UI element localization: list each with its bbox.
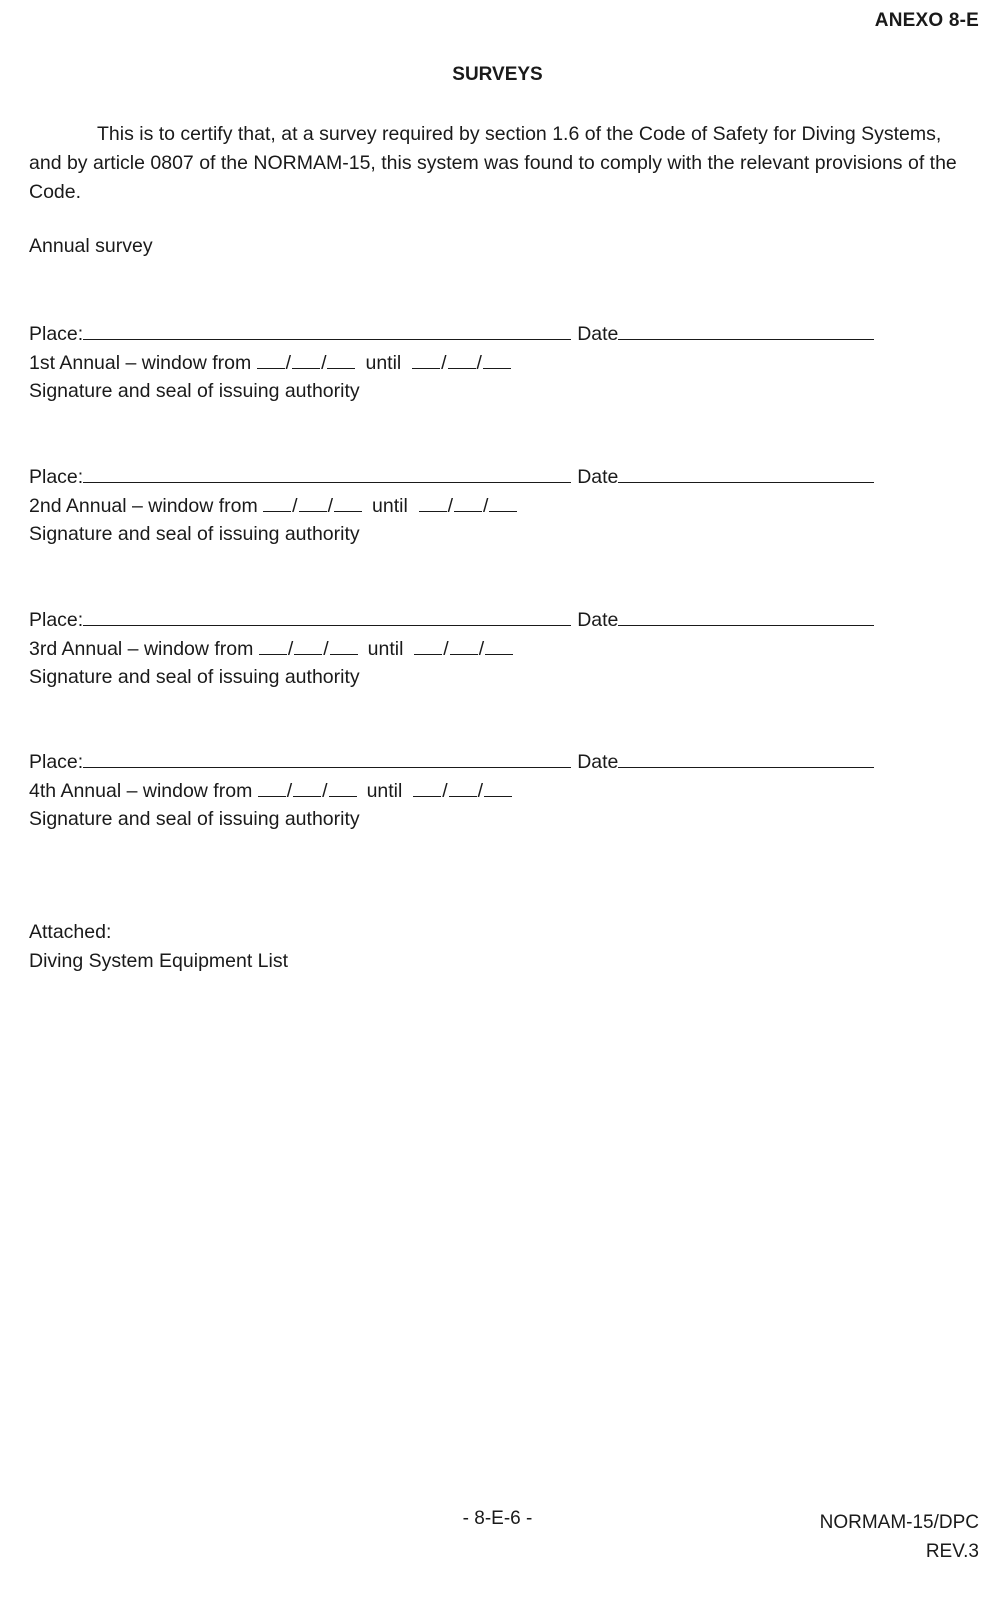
survey-block-2 [29, 462, 909, 549]
from-year-field[interactable] [327, 348, 355, 369]
attached-item: Diving System Equipment List [29, 950, 289, 972]
window-row: 1st Annual – window from / / until / / [29, 348, 909, 377]
window-from-label: window from [143, 638, 254, 660]
from-month-field[interactable] [292, 348, 320, 369]
until-month-field[interactable] [454, 491, 482, 512]
until-label: until [365, 352, 402, 374]
annual-survey-heading: Annual survey [29, 235, 153, 257]
until-label: until [366, 780, 403, 802]
date-field[interactable] [618, 319, 874, 340]
window-from-label: window from [148, 495, 258, 517]
attachments-section [29, 918, 288, 976]
page-title: SURVEYS [452, 64, 543, 85]
date-field[interactable] [618, 462, 874, 483]
date-field[interactable] [618, 747, 874, 768]
from-month-field[interactable] [293, 776, 321, 797]
until-year-field[interactable] [484, 776, 512, 797]
place-date-row [29, 747, 909, 776]
until-year-field[interactable] [485, 634, 513, 655]
date-field[interactable] [618, 605, 874, 626]
from-year-field[interactable] [329, 776, 357, 797]
place-label: Place: [29, 609, 84, 631]
until-day-field[interactable] [412, 348, 440, 369]
from-day-field[interactable] [263, 491, 291, 512]
page-number: - 8-E-6 - [462, 1508, 533, 1529]
date-label: Date [577, 466, 619, 488]
survey-ordinal: 1st Annual – [29, 352, 137, 374]
from-day-field[interactable] [258, 776, 286, 797]
until-year-field[interactable] [489, 491, 517, 512]
survey-ordinal: 3rd Annual – [29, 638, 139, 660]
window-row: 4th Annual – window from / / until / / [29, 776, 909, 805]
from-month-field[interactable] [294, 634, 322, 655]
document-reference [820, 1508, 979, 1566]
until-day-field[interactable] [413, 776, 441, 797]
window-row: 3rd Annual – window from / / until / / [29, 634, 909, 663]
window-from-label: window from [142, 780, 253, 802]
annex-label: ANEXO 8-E [874, 10, 979, 31]
until-month-field[interactable] [449, 776, 477, 797]
until-month-field[interactable] [450, 634, 478, 655]
document-code: NORMAM-15/DPC [819, 1512, 979, 1533]
date-label: Date [577, 751, 619, 773]
until-day-field[interactable] [419, 491, 447, 512]
until-month-field[interactable] [448, 348, 476, 369]
place-date-row [29, 605, 909, 634]
window-row: 2nd Annual – window from / / until / / [29, 491, 909, 520]
signature-label: Signature and seal of issuing authority [29, 380, 360, 402]
survey-ordinal: 2nd Annual – [29, 495, 143, 517]
signature-label: Signature and seal of issuing authority [29, 523, 360, 545]
from-year-field[interactable] [334, 491, 362, 512]
survey-block-1 [29, 319, 909, 406]
place-field[interactable] [83, 747, 571, 768]
until-day-field[interactable] [414, 634, 442, 655]
attached-label: Attached: [29, 921, 112, 943]
place-field[interactable] [83, 605, 571, 626]
date-label: Date [577, 609, 619, 631]
place-date-row [29, 319, 909, 348]
survey-block-3 [29, 605, 909, 692]
from-day-field[interactable] [257, 348, 285, 369]
from-month-field[interactable] [299, 491, 327, 512]
place-date-row [29, 462, 909, 491]
signature-label: Signature and seal of issuing authority [29, 808, 360, 830]
survey-block-4 [29, 747, 909, 834]
certification-paragraph: This is to certify that, at a survey required by section 1.6 of the Code of Safety for Diving Systems, and by article 0807 of the NORMAM-15, this system was found to comply with the relevant provisions of the Code. [29, 123, 957, 203]
place-field[interactable] [83, 319, 571, 340]
revision-label: REV.3 [925, 1541, 979, 1562]
date-label: Date [577, 323, 619, 345]
place-field[interactable] [83, 462, 571, 483]
from-day-field[interactable] [259, 634, 287, 655]
from-year-field[interactable] [330, 634, 358, 655]
place-label: Place: [29, 751, 84, 773]
signature-label: Signature and seal of issuing authority [29, 666, 360, 688]
place-label: Place: [29, 466, 84, 488]
survey-ordinal: 4th Annual – [29, 780, 138, 802]
until-year-field[interactable] [483, 348, 511, 369]
window-from-label: window from [141, 352, 252, 374]
until-label: until [372, 495, 408, 517]
place-label: Place: [29, 323, 84, 345]
until-label: until [367, 638, 404, 660]
